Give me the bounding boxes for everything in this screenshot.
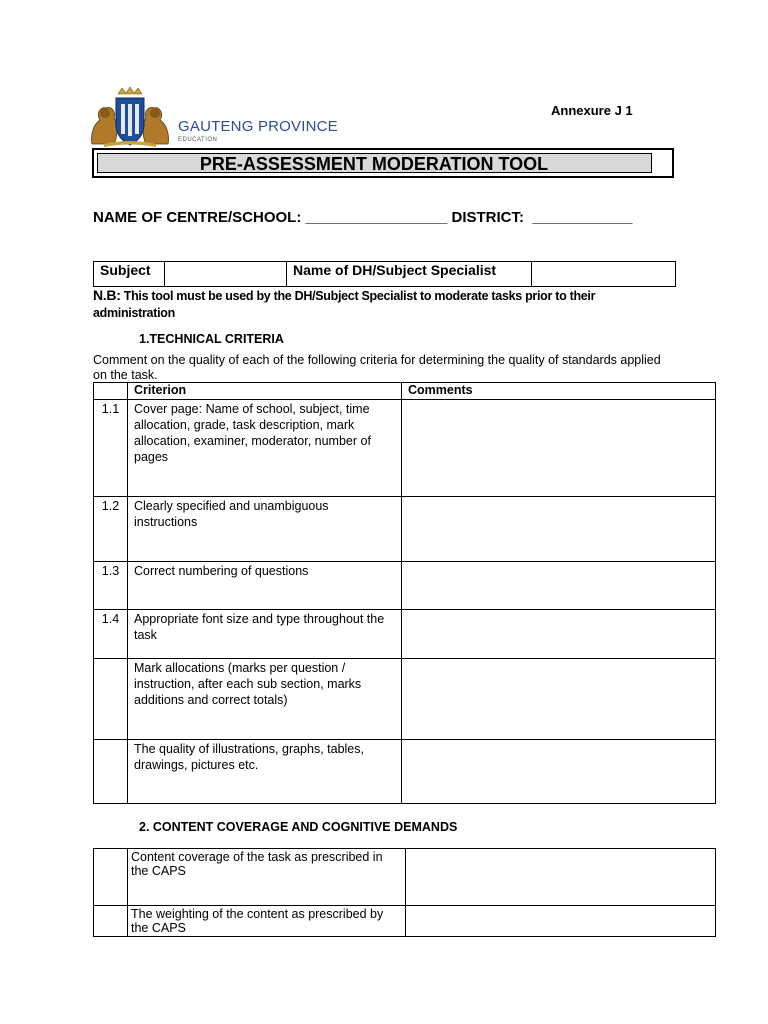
nb-label: N.B:	[93, 287, 121, 303]
comment-cell[interactable]	[402, 659, 716, 740]
section2-heading: 2. CONTENT COVERAGE AND COGNITIVE DEMANDS	[139, 820, 458, 834]
coat-of-arms-icon	[86, 86, 174, 148]
row-number: 1.1	[94, 400, 128, 497]
comment-cell[interactable]	[402, 562, 716, 610]
criterion-cell: Mark allocations (marks per question / instruction, after each sub section, marks additions and correct totals)	[128, 659, 402, 740]
row-number: 1.3	[94, 562, 128, 610]
table-row	[94, 562, 716, 610]
specialist-label: Name of DH/Subject Specialist	[287, 262, 532, 287]
subject-row	[94, 262, 676, 287]
content-coverage-table	[93, 848, 716, 937]
row-number	[94, 659, 128, 740]
comment-cell[interactable]	[406, 849, 716, 906]
row-number	[94, 740, 128, 804]
subject-label: Subject	[94, 262, 165, 287]
page-title: PRE-ASSESSMENT MODERATION TOOL	[199, 154, 549, 174]
logo-brand-text: GAUTENG PROVINCE	[178, 118, 338, 135]
subject-table	[93, 261, 676, 287]
table-row	[94, 497, 716, 562]
section1-heading: 1.TECHNICAL CRITERIA	[139, 332, 284, 346]
gauteng-logo	[86, 86, 338, 148]
column-header-criterion: Criterion	[128, 383, 402, 400]
criterion-cell: Clearly specified and unambiguous instructions	[128, 497, 402, 562]
specialist-field[interactable]	[532, 262, 676, 287]
row-number	[94, 849, 128, 906]
table-row	[94, 906, 716, 937]
table-row	[94, 400, 716, 497]
subject-field[interactable]	[165, 262, 287, 287]
row-number: 1.2	[94, 497, 128, 562]
criterion-cell: Content coverage of the task as prescribed in the CAPS	[128, 849, 406, 906]
section1-intro: Comment on the quality of each of the following criteria for determining the quality of standards applied on the task.	[93, 353, 661, 382]
criterion-cell: Correct numbering of questions	[128, 562, 402, 610]
comment-cell[interactable]	[402, 610, 716, 659]
table-row	[94, 849, 716, 906]
technical-criteria-table	[93, 382, 716, 804]
criterion-cell: The weighting of the content as prescribed by the CAPS	[128, 906, 406, 937]
table-row	[94, 740, 716, 804]
comment-cell[interactable]	[406, 906, 716, 937]
comment-cell[interactable]	[402, 740, 716, 804]
row-number	[94, 906, 128, 937]
criterion-cell: The quality of illustrations, graphs, tables, drawings, pictures etc.	[128, 740, 402, 804]
comment-cell[interactable]	[402, 400, 716, 497]
table-row	[94, 610, 716, 659]
table-header-row	[94, 383, 716, 400]
nb-note	[93, 287, 653, 322]
title-box	[92, 148, 674, 178]
annexure-label: Annexure J 1	[551, 103, 633, 118]
nb-text: This tool must be used by the DH/Subject Specialist to moderate tasks prior to their administration	[93, 289, 596, 320]
column-header-comments: Comments	[402, 383, 716, 400]
table-row	[94, 659, 716, 740]
logo-sub-text: EDUCATION	[178, 137, 218, 143]
centre-school-district-line: NAME OF CENTRE/SCHOOL: _________________ DISTRICT: ____________	[93, 209, 633, 226]
criterion-cell: Appropriate font size and type throughout the task	[128, 610, 402, 659]
comment-cell[interactable]	[402, 497, 716, 562]
column-header-number	[94, 383, 128, 400]
row-number: 1.4	[94, 610, 128, 659]
criterion-cell: Cover page: Name of school, subject, time allocation, grade, task description, mark allocation, examiner, moderator, number of pages	[128, 400, 402, 497]
